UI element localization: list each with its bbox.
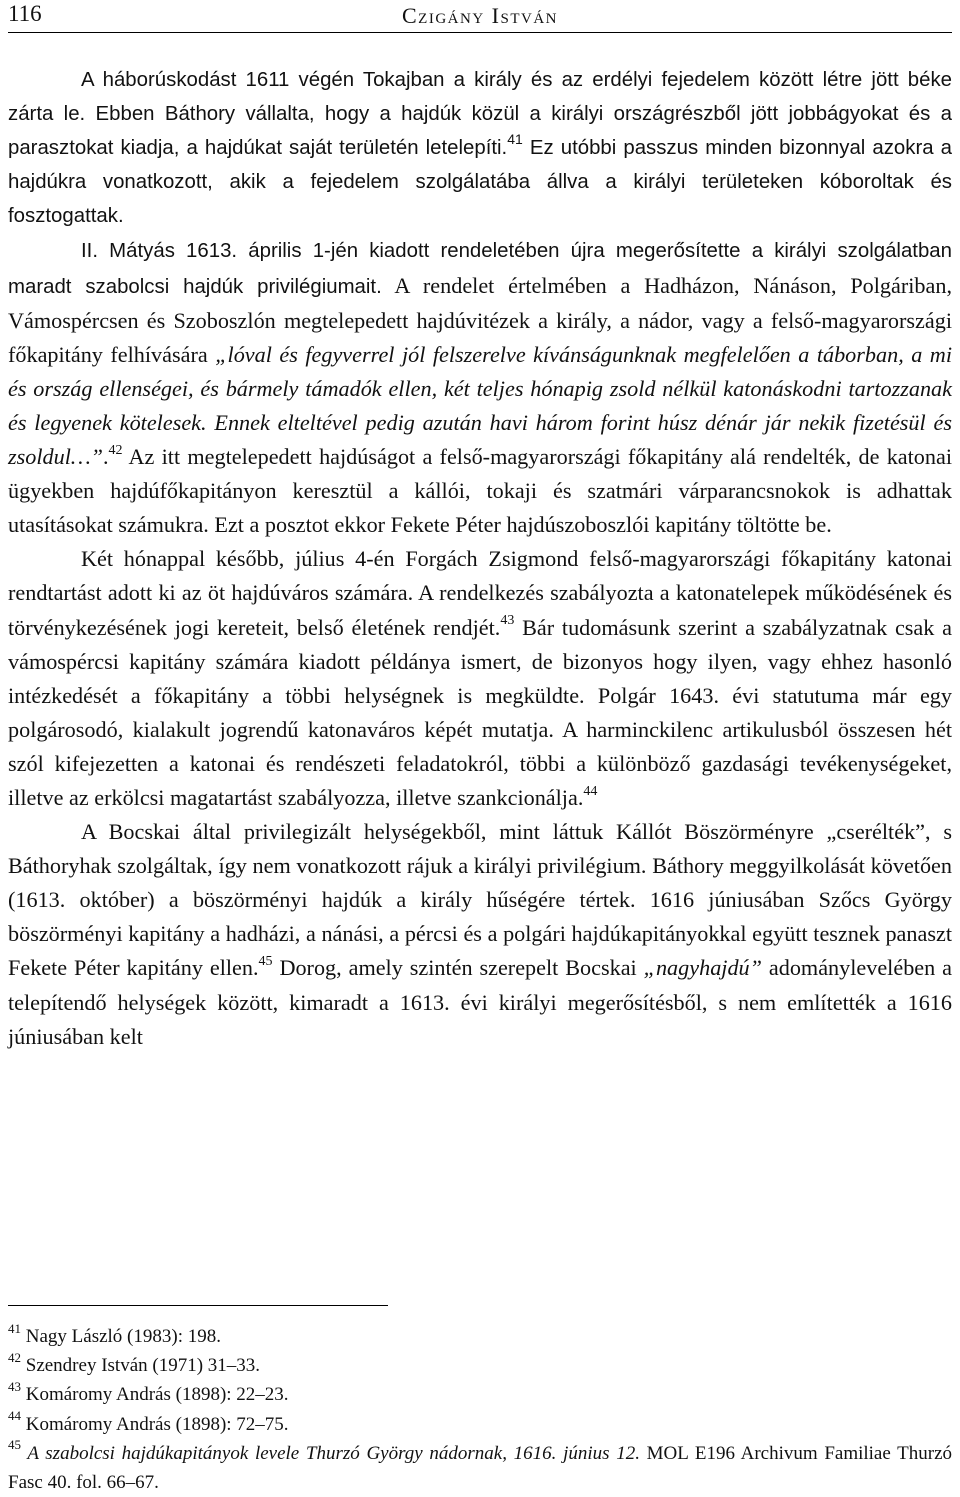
footnote-number: 43 xyxy=(8,1379,21,1395)
running-title: Czigány István xyxy=(402,3,558,28)
paragraph-4 xyxy=(8,815,952,1054)
footnote-number: 42 xyxy=(8,1349,21,1365)
footnote-number: 45 xyxy=(8,1437,21,1453)
footnote-text: Komáromy András (1898): 22–23. xyxy=(21,1384,289,1406)
footnote-text: Szendrey István (1971) 31–33. xyxy=(21,1355,261,1377)
paragraph-2-text-a: II. Mátyás 1613. április 1-jén kiadott rendeletében újra megerősítette a királyi szolgálatban maradt szabolcsi hajdúk privilégiumait. xyxy=(8,240,952,298)
paragraph-4-quote: „nagyhajdú” xyxy=(643,955,762,981)
paragraph-1 xyxy=(8,63,952,233)
footnotes xyxy=(8,1322,952,1497)
paragraph-2-text-c: . xyxy=(102,444,109,470)
footnote-43 xyxy=(8,1380,952,1409)
paragraph-3-text-b: Bár tudomásunk szerint a szabályzatnak csak a vámospércsi kapitány számára kiadott példánya ismert, de bizonyos hogy ilyen, vagy ehhez hasonló intézkedését a főkapitány a többi helységnek is megküldte. Polgár 1643. évi statutuma már egy polgárosodó, kialakult jogrendű katonaváros képét mutatja. A harminckilenc artikulusból összesen hét szól kifejezetten a katonai és rendészeti feladatokról, többi a különböző gazdasági tevékenységeket, illetve az erkölcsi magatartást szabályozza, illetve szankcionálja. xyxy=(8,614,952,810)
footnote-ref-43[interactable]: 43 xyxy=(500,613,515,629)
footnote-text: Nagy László (1983): 198. xyxy=(21,1326,221,1347)
footnote-text: Komáromy András (1898): 72–75. xyxy=(21,1413,289,1435)
page-number: 116 xyxy=(8,1,42,26)
footnote-separator xyxy=(8,1305,388,1306)
paragraph-2-text-d: Az itt megtelepedett hajdúságot a felső-magyarországi főkapitány alá rendelték, de katonai ügyekben hajdúfőkapitányon keresztül a kállói, tokaji és szatmári várparancsnokok is adhattak utasításokat számukra. Ezt a posztot ekkor Fekete Péter hajdúszoboszlói kapitány töltötte be. xyxy=(8,444,952,538)
paragraph-4-text-c: adománylevelében a telepítendő helységek között, kimaradt a 1613. évi királyi megerősítésből, s nem említették a 1616 júniusában kelt xyxy=(8,955,952,1049)
paragraph-3-text-a: Két hónappal később, július 4-én Forgách Zsigmond felső-magyarországi főkapitány katonai rendtartást adott ki az öt hajdúváros számára. A rendelkezés szabályozta a katonatelepek működésének és törvénykezésének jogi kereteit, belső életének rendjét. xyxy=(8,546,952,640)
paragraph-2-quote: „lóval és fegyverrel jól felszerelve kívánságunknak megfelelően a táborban, a mi és ország ellenségei, és bármely támadók ellen, két teljes hónapig zsold nélkül katonáskodni tartozzanak és legyenek kötelesek. Ennek elteltével pedig azután havi három forint húsz dénár jár nekik fizetésül és zsoldul…” xyxy=(8,341,952,470)
footnote-44 xyxy=(8,1410,952,1439)
footnote-ref-44[interactable]: 44 xyxy=(583,783,598,799)
paragraph-2-text-b: A rendelet értelmében a Hadházon, Nánáson, Polgáriban, Vámospércsen és Szoboszlón megtelepedett hajdúvitézek a király, a nádor, vagy a felső-magyarországi főkapitány felhívására xyxy=(8,272,952,367)
paragraph-4-text-b: Dorog, amely szintén szerepelt Bocskai xyxy=(272,955,644,981)
footnote-ref-42[interactable]: 42 xyxy=(108,442,123,458)
footnote-ref-41[interactable]: 41 xyxy=(507,131,523,148)
paragraph-2 xyxy=(8,233,952,542)
page-header xyxy=(8,0,952,33)
paragraph-4-text-a: A Bocskai által privilegizált helységekből, mint láttuk Kállót Böszörményre „cserélték”, s Báthoryhak szolgáltak, így nem vonatkozott rájuk a királyi privilégium. Báthory meggyilkolását követően (1613. október) a böszörményi hajdúk a király hűségére tértek. 1616 júniusában Szőcs György böszörményi kapitány a hadházi, a nánási, a pércsi és a polgári hajdúkapitányokkal együtt tesznek panaszt Fekete Péter kapitány ellen. xyxy=(8,819,952,981)
footnote-42 xyxy=(8,1351,952,1380)
footnote-41 xyxy=(8,1322,952,1351)
footnote-italic-title: A szabolcsi hajdúkapitányok levele Thurzó György nádornak, 1616. június 12. xyxy=(21,1442,640,1464)
paragraph-3 xyxy=(8,542,952,815)
footnote-45 xyxy=(8,1439,952,1497)
body-text xyxy=(8,63,952,1054)
footnote-number: 44 xyxy=(8,1408,21,1424)
paragraph-1-text-b: Ez utóbbi passzus minden bizonnyal azokra a hajdúkra vonatkozott, akik a fejedelem szolgálatába állva a királyi területeken kóboroltak és fosztogattak. xyxy=(8,137,952,228)
paragraph-1-text-a: A háborúskodást 1611 végén Tokajban a király és az erdélyi fejedelem között létre jött béke zárta le. Ebben Báthory vállalta, hogy a hajdúk közül a királyi országrészből jött jobbágyokat és a parasztokat kiadja, a hajdúkat saját területén letelepíti. xyxy=(8,69,952,160)
footnote-number: 41 xyxy=(8,1320,21,1336)
footnote-ref-45[interactable]: 45 xyxy=(258,954,273,970)
footnote-text: MOL E196 Archivum Familiae Thurzó Fasc 40. fol. 66–67. xyxy=(8,1442,952,1494)
